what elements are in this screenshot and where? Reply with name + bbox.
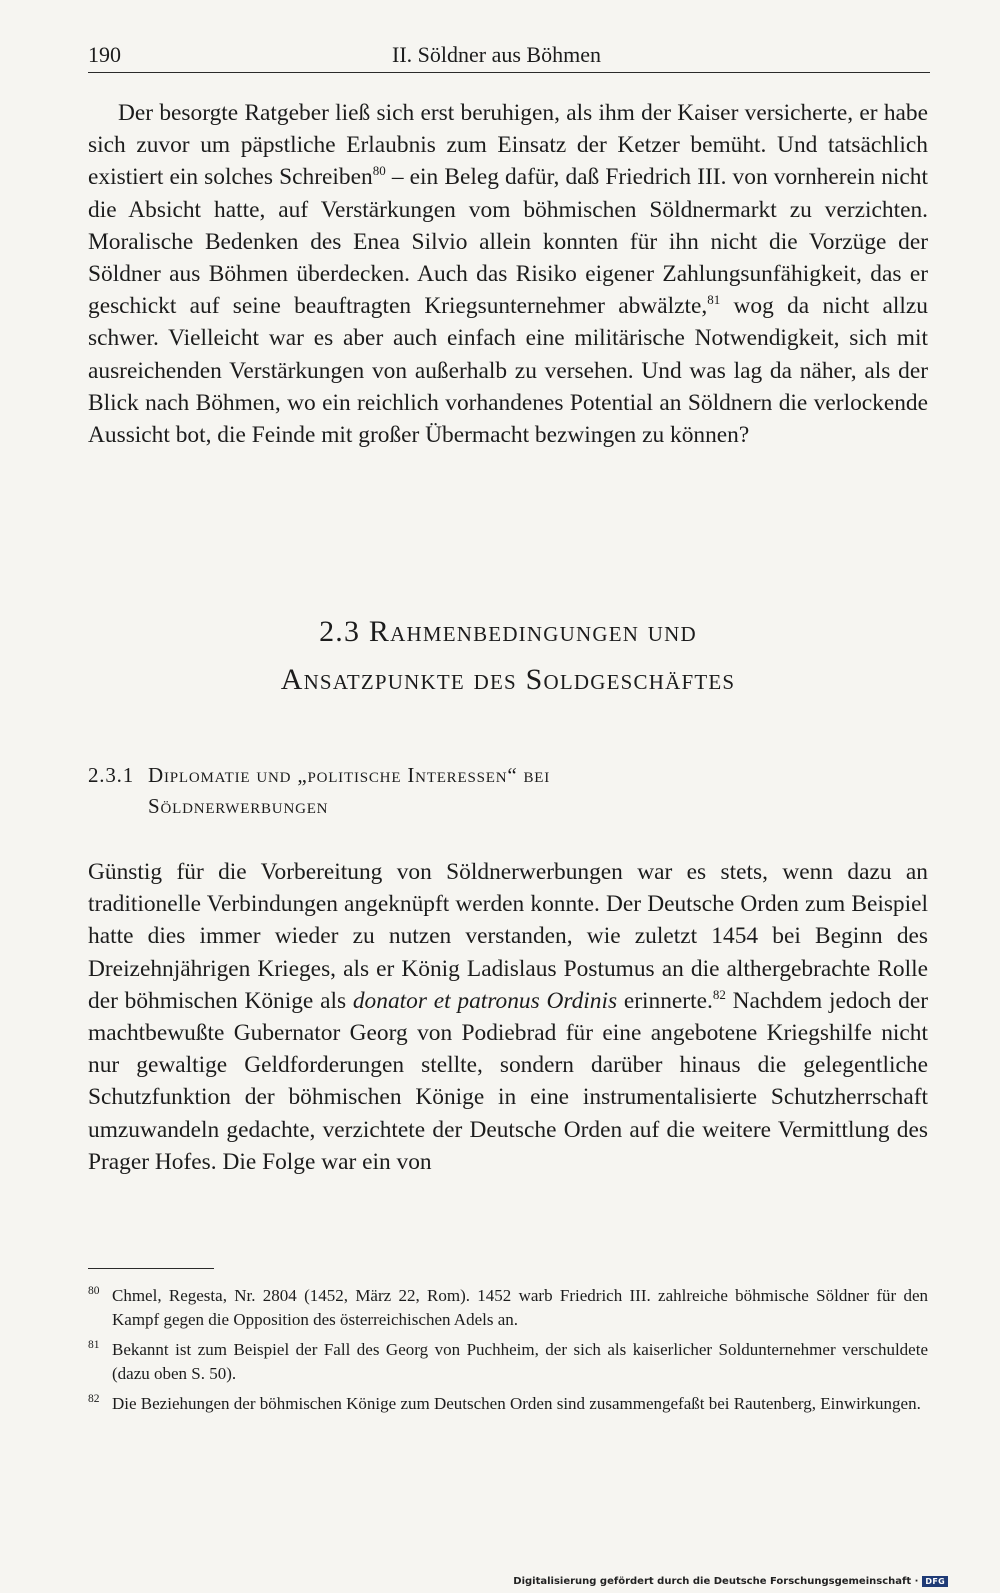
body-paragraph-1 [88, 97, 928, 451]
footnote-mark: 82 [88, 1393, 100, 1405]
section-heading-line-2: Ansatzpunkte des Soldgeschäftes [280, 663, 736, 696]
footnote-text: Die Beziehungen der böhmischen Könige zum Deutschen Orden sind zusammengefaßt bei Rautenberg, Einwirkungen. [112, 1394, 921, 1413]
footnote-ref-82[interactable]: 82 [712, 986, 726, 1002]
digitization-credit [513, 1576, 948, 1587]
para1-text-a: Der besorgte Ratgeber ließ sich erst beruhigen, als ihm der Kaiser versicherte, er habe sich zuvor um päpstliche Erlaubnis zum Einsatz der Ketzer bemüht. Und tatsächlich existiert ein solches Schreiben [88, 100, 928, 191]
footnote-82 [88, 1392, 928, 1416]
footnote-rule [88, 1268, 214, 1269]
subsection-heading [88, 760, 928, 822]
footnote-text: Bekannt ist zum Beispiel der Fall des Georg von Puchheim, der sich als kaiserlicher Soldunternehmer verschuldete (dazu oben S. 50). [112, 1340, 928, 1383]
para2-text-b: erinnerte. [617, 987, 713, 1014]
footnote-mark: 80 [88, 1285, 100, 1297]
footnote-mark: 81 [88, 1339, 100, 1351]
subsection-number: 2.3.1 [88, 763, 134, 787]
para1-text-c: wog da nicht allzu schwer. Vielleicht war es aber auch einfach eine militärische Notwendigkeit, sich mit ausreichenden Verstärkungen von außerhalb zu versehen. Und was lag da näher, als der Blick nach Böhmen, wo ein reichlich vorhandenes Potential an Söldnern die verlockende Aussicht bot, die Feinde mit großer Übermacht bezwingen zu können? [88, 293, 928, 449]
para2-text-c: Nachdem jedoch der machtbewußte Gubernator Georg von Podiebrad für eine angebotene Kriegshilfe nicht nur gewaltige Geldforderungen stellte, sondern darüber hinaus die gelegentliche Schutzfunktion der böhmischen Könige in eine instrumentalisierte Schutzherrschaft umzuwandeln gedachte, verzichtete der Deutsche Orden auf die weitere Vermittlung des Prager Hofes. Die Folge war ein von [88, 987, 928, 1175]
para2-italic-phrase: donator et patronus Ordinis [352, 987, 618, 1014]
running-head [88, 42, 930, 73]
section-heading [88, 608, 928, 704]
body-paragraph-2 [88, 856, 928, 1178]
section-heading-line-1: 2.3 Rahmenbedingungen und [319, 615, 697, 648]
footnote-ref-80[interactable]: 80 [372, 163, 386, 179]
footnote-81 [88, 1338, 928, 1386]
footnote-text: Chmel, Regesta, Nr. 2804 (1452, März 22, Rom). 1452 warb Friedrich III. zahlreiche böhmische Söldner für den Kampf gegen die Opposition des österreichischen Adels an. [112, 1286, 928, 1329]
credit-text: Digitalisierung gefördert durch die Deutsche Forschungsgemeinschaft · [513, 1576, 919, 1587]
subsection-title-line-2: Söldnerwerbungen [148, 794, 329, 818]
footnote-80 [88, 1284, 928, 1332]
para2-text-a: Günstig für die Vorbereitung von Söldnerwerbungen war es stets, wenn dazu an traditionelle Verbindungen angeknüpft werden konnte. Der Deutsche Orden zum Beispiel hatte dies immer wieder zu nutzen verstanden, wie zuletzt 1454 bei Beginn des Dreizehnjährigen Krieges, als er König Ladislaus Postumus an die althergebrachte Rolle der böhmischen Könige als [88, 859, 928, 1014]
subsection-title [88, 760, 928, 822]
dfg-logo-icon: DFG [922, 1576, 948, 1587]
footnote-ref-81[interactable]: 81 [707, 292, 721, 308]
subsection-title-line-1: Diplomatie und „politische Interessen“ bei [148, 763, 551, 787]
page-number: 190 [88, 42, 121, 67]
running-title: II. Söldner aus Böhmen [392, 42, 601, 67]
para1-text-b: – ein Beleg dafür, daß Friedrich III. von vornherein nicht die Absicht hatte, auf Verstärkungen vom böhmischen Söldnermarkt zu verzichten. Moralische Bedenken des Enea Silvio allein konnten für ihn nicht die Vorzüge der Söldner aus Böhmen überdecken. Auch das Risiko eigener Zahlungsunfähigkeit, das er geschickt auf seine beauftragten Kriegsunternehmer abwälzte, [88, 164, 928, 320]
